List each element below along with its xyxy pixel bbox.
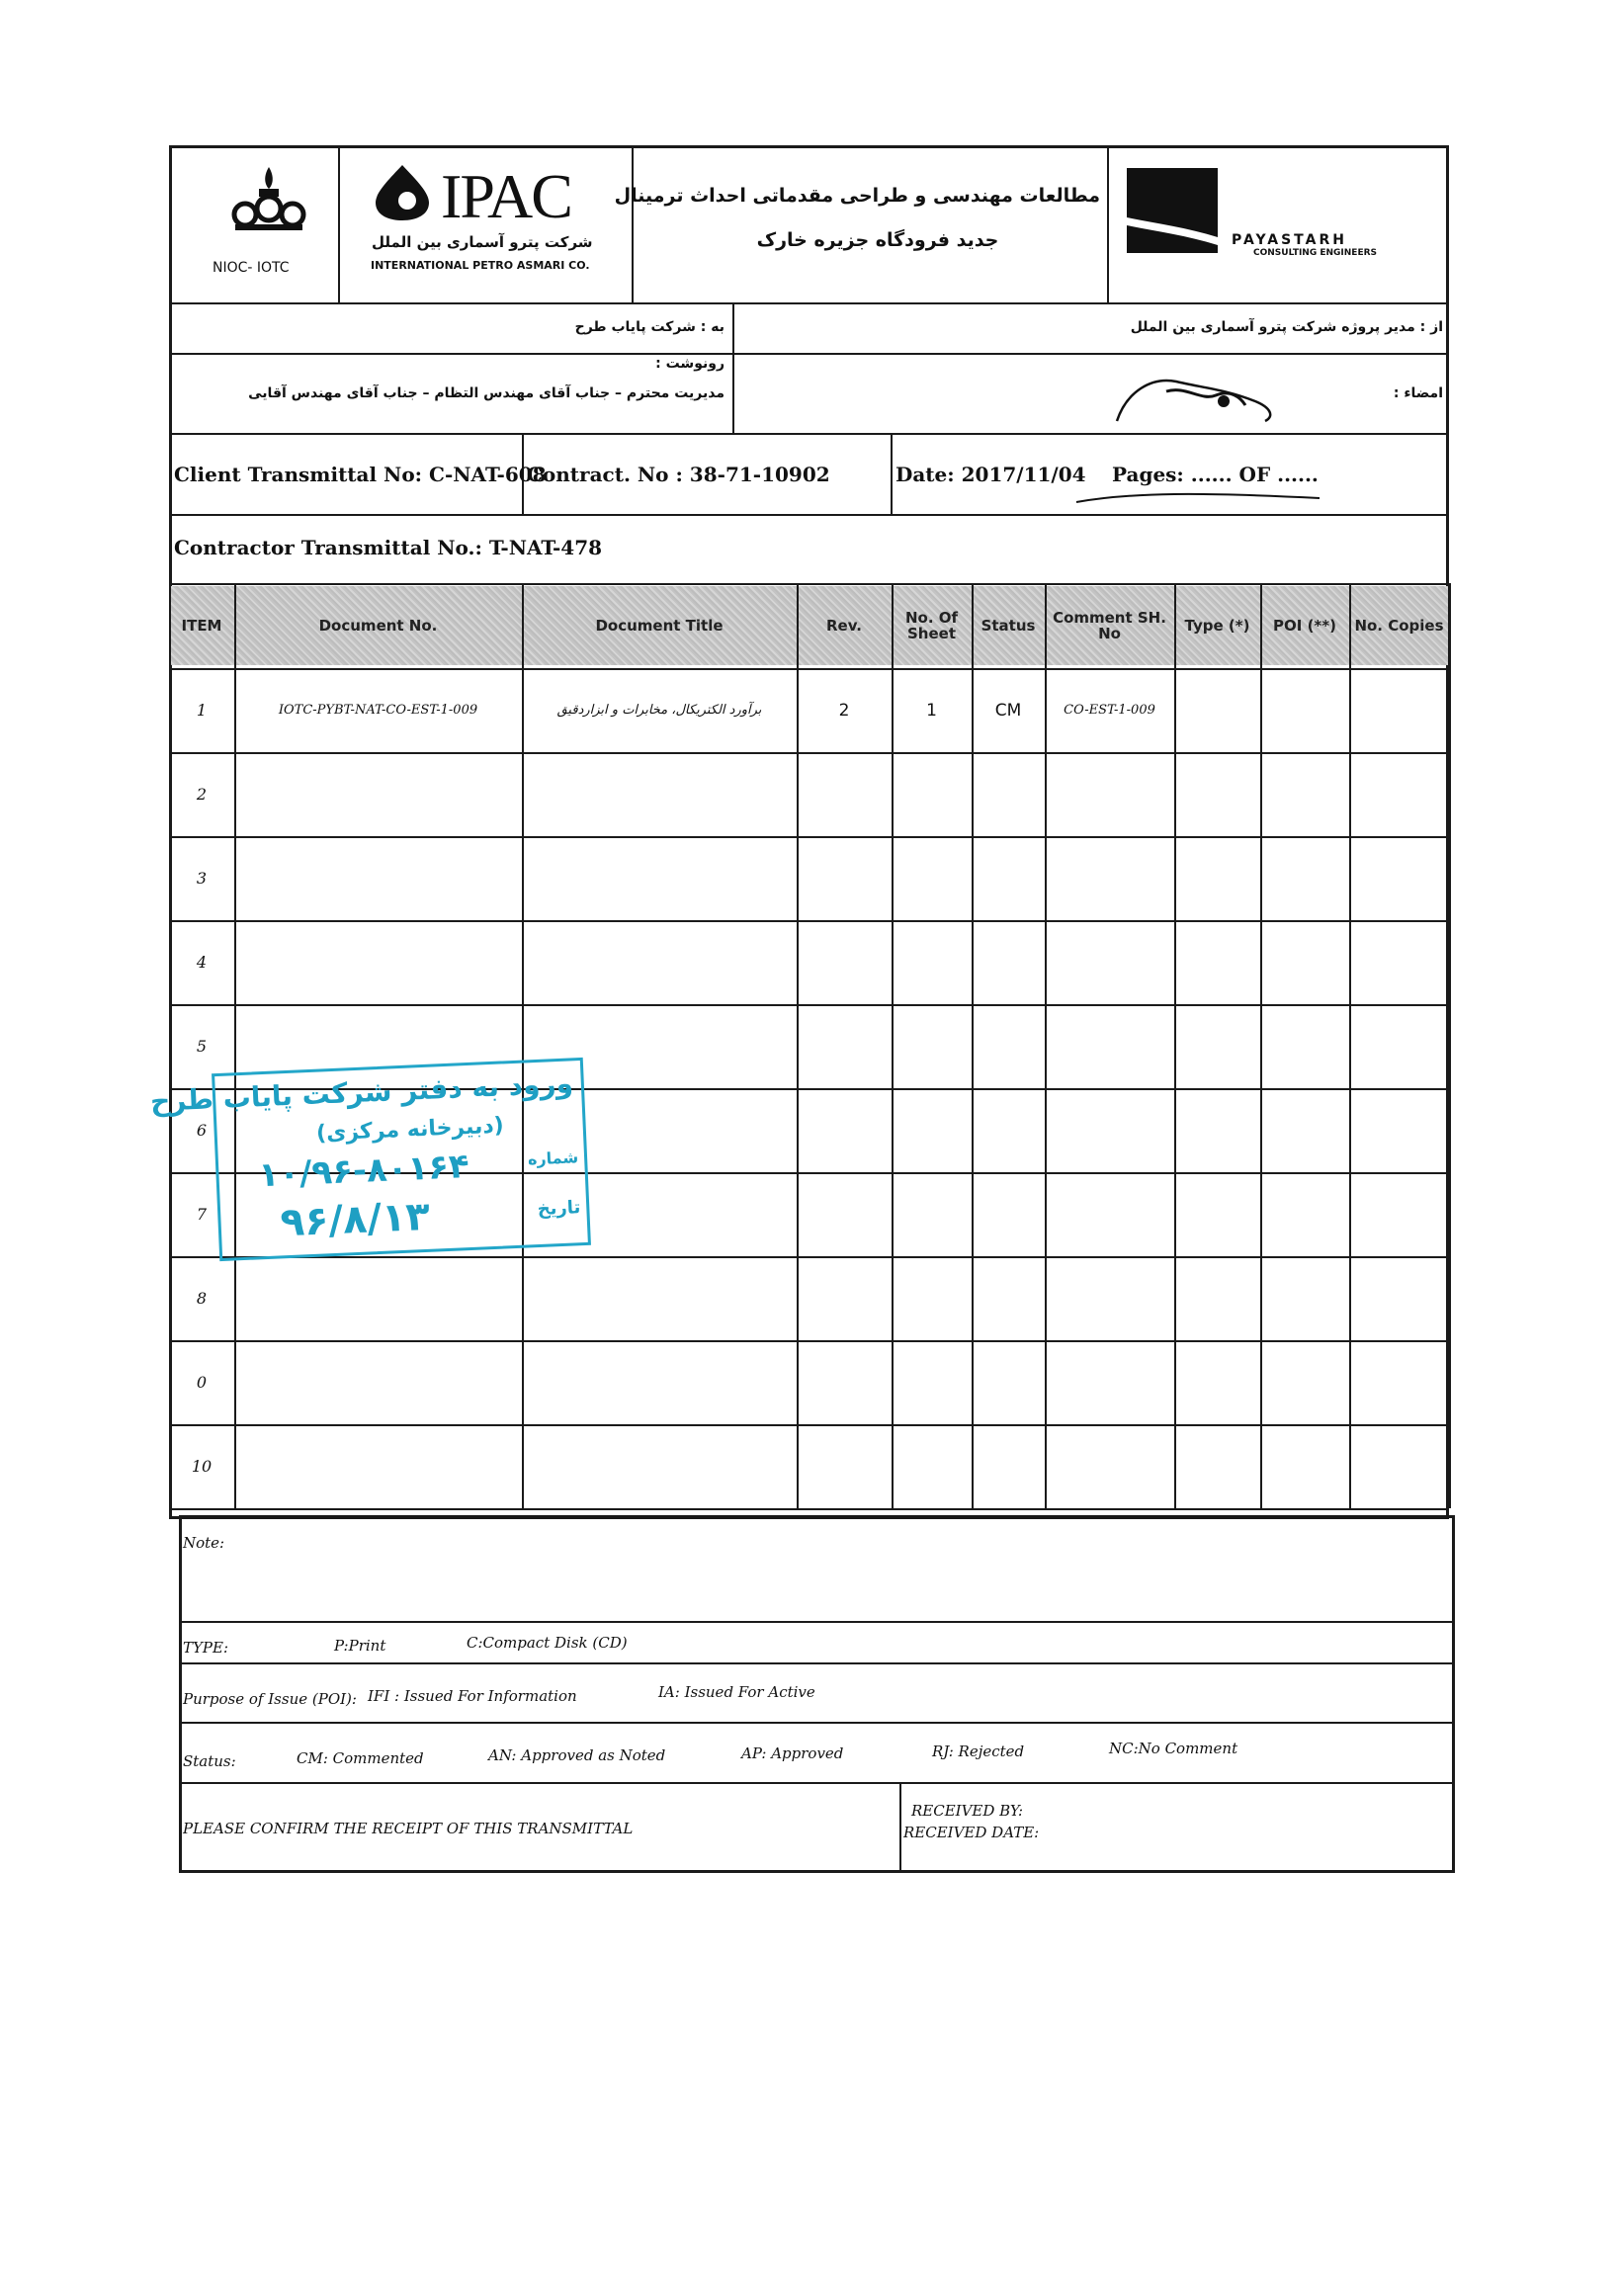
header-divider-1: [338, 145, 340, 302]
row-item-number: 1: [196, 701, 208, 720]
row-item-number: 5: [196, 1037, 208, 1056]
stamp-date-label: تاریخ: [537, 1197, 581, 1221]
row-item-number: 10: [191, 1457, 213, 1476]
footer-received-divider: [899, 1782, 901, 1873]
table-row-line: [169, 1424, 1449, 1426]
type-cd: C:Compact Disk (CD): [467, 1634, 628, 1652]
table-header-cell: Document Title: [595, 617, 724, 635]
row-item-number: 6: [196, 1121, 208, 1140]
contractor-transmittal-no: Contractor Transmittal No.: T-NAT-478: [174, 536, 603, 559]
status-label: Status:: [183, 1752, 236, 1770]
type-print: P:Print: [334, 1637, 386, 1655]
table-header-cell: Comment SH. No: [1053, 609, 1166, 642]
pages-field: Pages: ...... OF ......: [1112, 463, 1319, 486]
table-row-line: [169, 752, 1449, 754]
info-row-line: [169, 514, 1449, 516]
stamp-number-label: شماره: [527, 1148, 579, 1169]
status-approved: AP: Approved: [741, 1744, 844, 1762]
footer-line-status: [179, 1722, 1455, 1724]
confirm-receipt: PLEASE CONFIRM THE RECEIPT OF THIS TRANSMITTAL: [183, 1820, 634, 1837]
stamp-date: ۹۶/۸/۱۳: [279, 1193, 431, 1246]
from-field: از : مدیر پروژه شرکت پترو آسماری بین الملل: [1130, 319, 1443, 335]
stamp-subtitle: (دبیرخانه مرکزی): [315, 1113, 505, 1147]
table-column-line: [1349, 583, 1351, 1508]
project-title-line2: جدید فرودگاه جزیره خارک: [756, 229, 999, 251]
header-divider-3: [1107, 145, 1109, 302]
stamp-title: ورود به دفتر شرکت پایاب طرح: [149, 1066, 574, 1119]
pages-underline-scribble: [1072, 484, 1329, 514]
address-row-line: [169, 353, 1449, 355]
status-commented: CM: Commented: [297, 1749, 424, 1767]
status-approved-noted: AN: Approved as Noted: [488, 1746, 666, 1764]
row-item-number: 4: [196, 953, 208, 972]
ipac-persian-name: شرکت پترو آسماری بین الملل: [372, 233, 593, 251]
payastarh-name: PAYASTARH: [1232, 232, 1347, 248]
ipac-emblem: [368, 163, 437, 222]
table-row-line: [169, 1508, 1449, 1510]
table-column-line: [1449, 583, 1451, 1508]
poi-information: IFI : Issued For Information: [368, 1687, 577, 1705]
row-item-number: 0: [196, 1373, 208, 1392]
cc-divider: [732, 353, 734, 433]
row-document-number: IOTC-PYBT-NAT-CO-EST-1-009: [278, 703, 478, 718]
header-bottom-line: [169, 302, 1449, 304]
handwritten-signature: [1107, 362, 1285, 441]
received-by: RECEIVED BY:: [911, 1802, 1024, 1820]
document-date: Date: 2017/11/04: [895, 463, 1086, 486]
row-document-title: برآورد الکتریکال، مخابرات و ابزاردقیق: [556, 703, 762, 718]
table-header-cell: No. Copies: [1354, 617, 1444, 635]
row-item-number: 7: [196, 1205, 208, 1224]
project-title-line1: مطالعات مهندسی و طراحی مقدماتی احداث ترمینال: [614, 185, 1100, 207]
client-transmittal-no: Client Transmittal No: C-NAT-608: [174, 463, 547, 486]
transmittal-frame: [169, 145, 1449, 1519]
table-header-cell: POI (**): [1273, 617, 1336, 635]
table-header-cell: No. Of Sheet: [904, 609, 959, 642]
received-date: RECEIVED DATE:: [903, 1824, 1040, 1841]
footer-line-type: [179, 1621, 1455, 1623]
note-label: Note:: [183, 1534, 225, 1552]
cc-label: رونوشت :: [655, 356, 724, 372]
poi-active: IA: Issued For Active: [658, 1683, 815, 1701]
status-rejected: RJ: Rejected: [932, 1743, 1025, 1760]
type-label: TYPE:: [183, 1639, 229, 1657]
row-item-number: 3: [196, 869, 208, 888]
table-column-line: [1174, 583, 1176, 1508]
row-item-number: 8: [196, 1289, 208, 1308]
row-status: CM: [994, 700, 1022, 721]
cc-text: مدیریت محترم – جناب آقای مهندس التظام – جناب آقای مهندس آقایی: [248, 385, 724, 401]
payastarh-subtitle: CONSULTING ENGINEERS: [1253, 248, 1378, 258]
ipac-english-name: INTERNATIONAL PETRO ASMARI CO.: [371, 259, 590, 272]
row-comment-sheet: CO-EST-1-009: [1064, 703, 1155, 718]
table-header-cell: ITEM: [181, 617, 222, 635]
address-divider: [732, 302, 734, 353]
status-no-comment: NC:No Comment: [1109, 1740, 1238, 1757]
table-row-line: [169, 836, 1449, 838]
table-row-line: [169, 1256, 1449, 1258]
table-header-cell: Document No.: [318, 617, 438, 635]
nioc-logo-label: NIOC- IOTC: [213, 260, 290, 276]
header-divider-2: [632, 145, 634, 302]
signature-label: امضاء :: [1393, 385, 1443, 401]
stamp-number: ۱۰/۹۶-۸۰۱۶۴: [257, 1147, 470, 1196]
footer-line-poi: [179, 1662, 1455, 1664]
footer-line-status-bottom: [179, 1782, 1455, 1784]
payastarh-emblem: [1127, 168, 1218, 253]
table-header-cell: Type (*): [1184, 617, 1250, 635]
nioc-logo: [219, 163, 318, 242]
row-sheet-count: 1: [926, 700, 937, 721]
receipt-stamp: [149, 1058, 591, 1261]
table-row-line: [169, 1340, 1449, 1342]
poi-label: Purpose of Issue (POI):: [183, 1690, 357, 1708]
table-column-line: [1260, 583, 1262, 1508]
info-divider-2: [891, 433, 893, 514]
row-item-number: 2: [196, 785, 208, 804]
table-header-cell: Status: [980, 617, 1036, 635]
ipac-logo-text: IPAC: [441, 161, 571, 231]
table-row-line: [169, 920, 1449, 922]
contract-no: Contract. No : 38-71-10902: [527, 463, 830, 486]
table-header-cell: Rev.: [826, 617, 862, 635]
table-row-line: [169, 1004, 1449, 1006]
to-field: به : شرکت پایاب طرح: [574, 319, 724, 335]
row-revision: 2: [838, 700, 850, 721]
